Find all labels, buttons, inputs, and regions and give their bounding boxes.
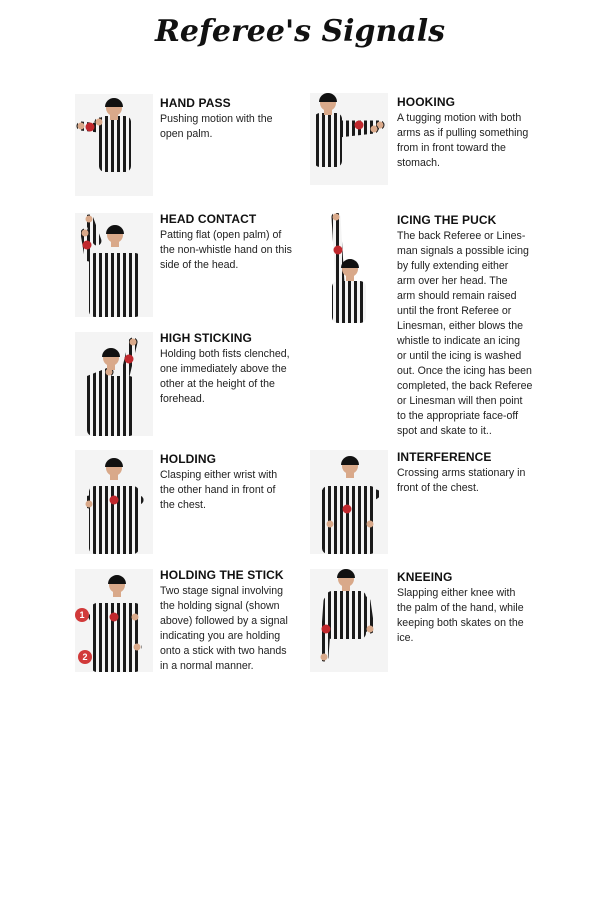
- page-title: Referee's Signals: [154, 14, 446, 49]
- head-contact-photo: [75, 213, 153, 317]
- holding-photo: [75, 450, 153, 554]
- signal-interference: [397, 450, 547, 496]
- signal-name: ICING THE PUCK: [397, 213, 497, 227]
- signal-description: Clasping either wrist with the other hand in front of the chest.: [160, 469, 278, 511]
- signal-hooking: [397, 95, 547, 171]
- high-sticking-photo: [75, 332, 153, 436]
- step-1-badge: 1: [75, 608, 89, 622]
- signal-name: HAND PASS: [160, 96, 231, 110]
- signal-icing-the-puck: [397, 213, 547, 439]
- kneeing-photo: [310, 569, 388, 672]
- signal-high-sticking: [160, 331, 300, 407]
- signal-description: The back Referee or Lines- man signals a possible icing by fully extending either arm over her head. The arm should remain raised until the front Referee or Linesman, either blows the whistle to indicate an icing or until the icing is washed out. Once the icing has been completed, the back Referee or Linesman will then point to the appropriate face-off spot and skate to it..: [397, 230, 533, 437]
- signal-description: A tugging motion with both arms as if pulling something from in front toward the stomach.: [397, 112, 529, 169]
- signal-name: HOOKING: [397, 95, 456, 109]
- interference-photo: [310, 450, 388, 554]
- signal-description: Holding both fists clenched, one immediately above the other at the height of the forehead.: [160, 348, 290, 405]
- step-2-badge: 2: [78, 650, 92, 664]
- signal-description: Crossing arms stationary in front of the chest.: [397, 467, 526, 494]
- signal-name: INTERFERENCE: [397, 450, 492, 464]
- signal-description: Slapping either knee with the palm of the hand, while keeping both skates on the ice.: [397, 587, 524, 644]
- signal-name: HEAD CONTACT: [160, 212, 257, 226]
- signal-name: HOLDING THE STICK: [160, 568, 284, 582]
- signal-holding: [160, 452, 300, 513]
- hooking-photo: [310, 93, 388, 185]
- signal-description: Patting flat (open palm) of the non-whistle hand on this side of the head.: [160, 229, 292, 271]
- signal-hand-pass: [160, 96, 300, 142]
- signal-name: HOLDING: [160, 452, 217, 466]
- signal-head-contact: [160, 212, 300, 273]
- signal-holding-the-stick: [160, 568, 305, 674]
- signal-name: KNEEING: [397, 570, 453, 584]
- signal-kneeing: [397, 570, 547, 646]
- signal-description: Two stage signal involving the holding signal (shown above) followed by a signal indicating you are holding onto a stick with two hands in a normal manner.: [160, 585, 288, 672]
- signal-description: Pushing motion with the open palm.: [160, 113, 273, 140]
- hand-pass-photo: [75, 94, 153, 196]
- icing-the-puck-photo: [324, 213, 374, 323]
- signal-name: HIGH STICKING: [160, 331, 252, 345]
